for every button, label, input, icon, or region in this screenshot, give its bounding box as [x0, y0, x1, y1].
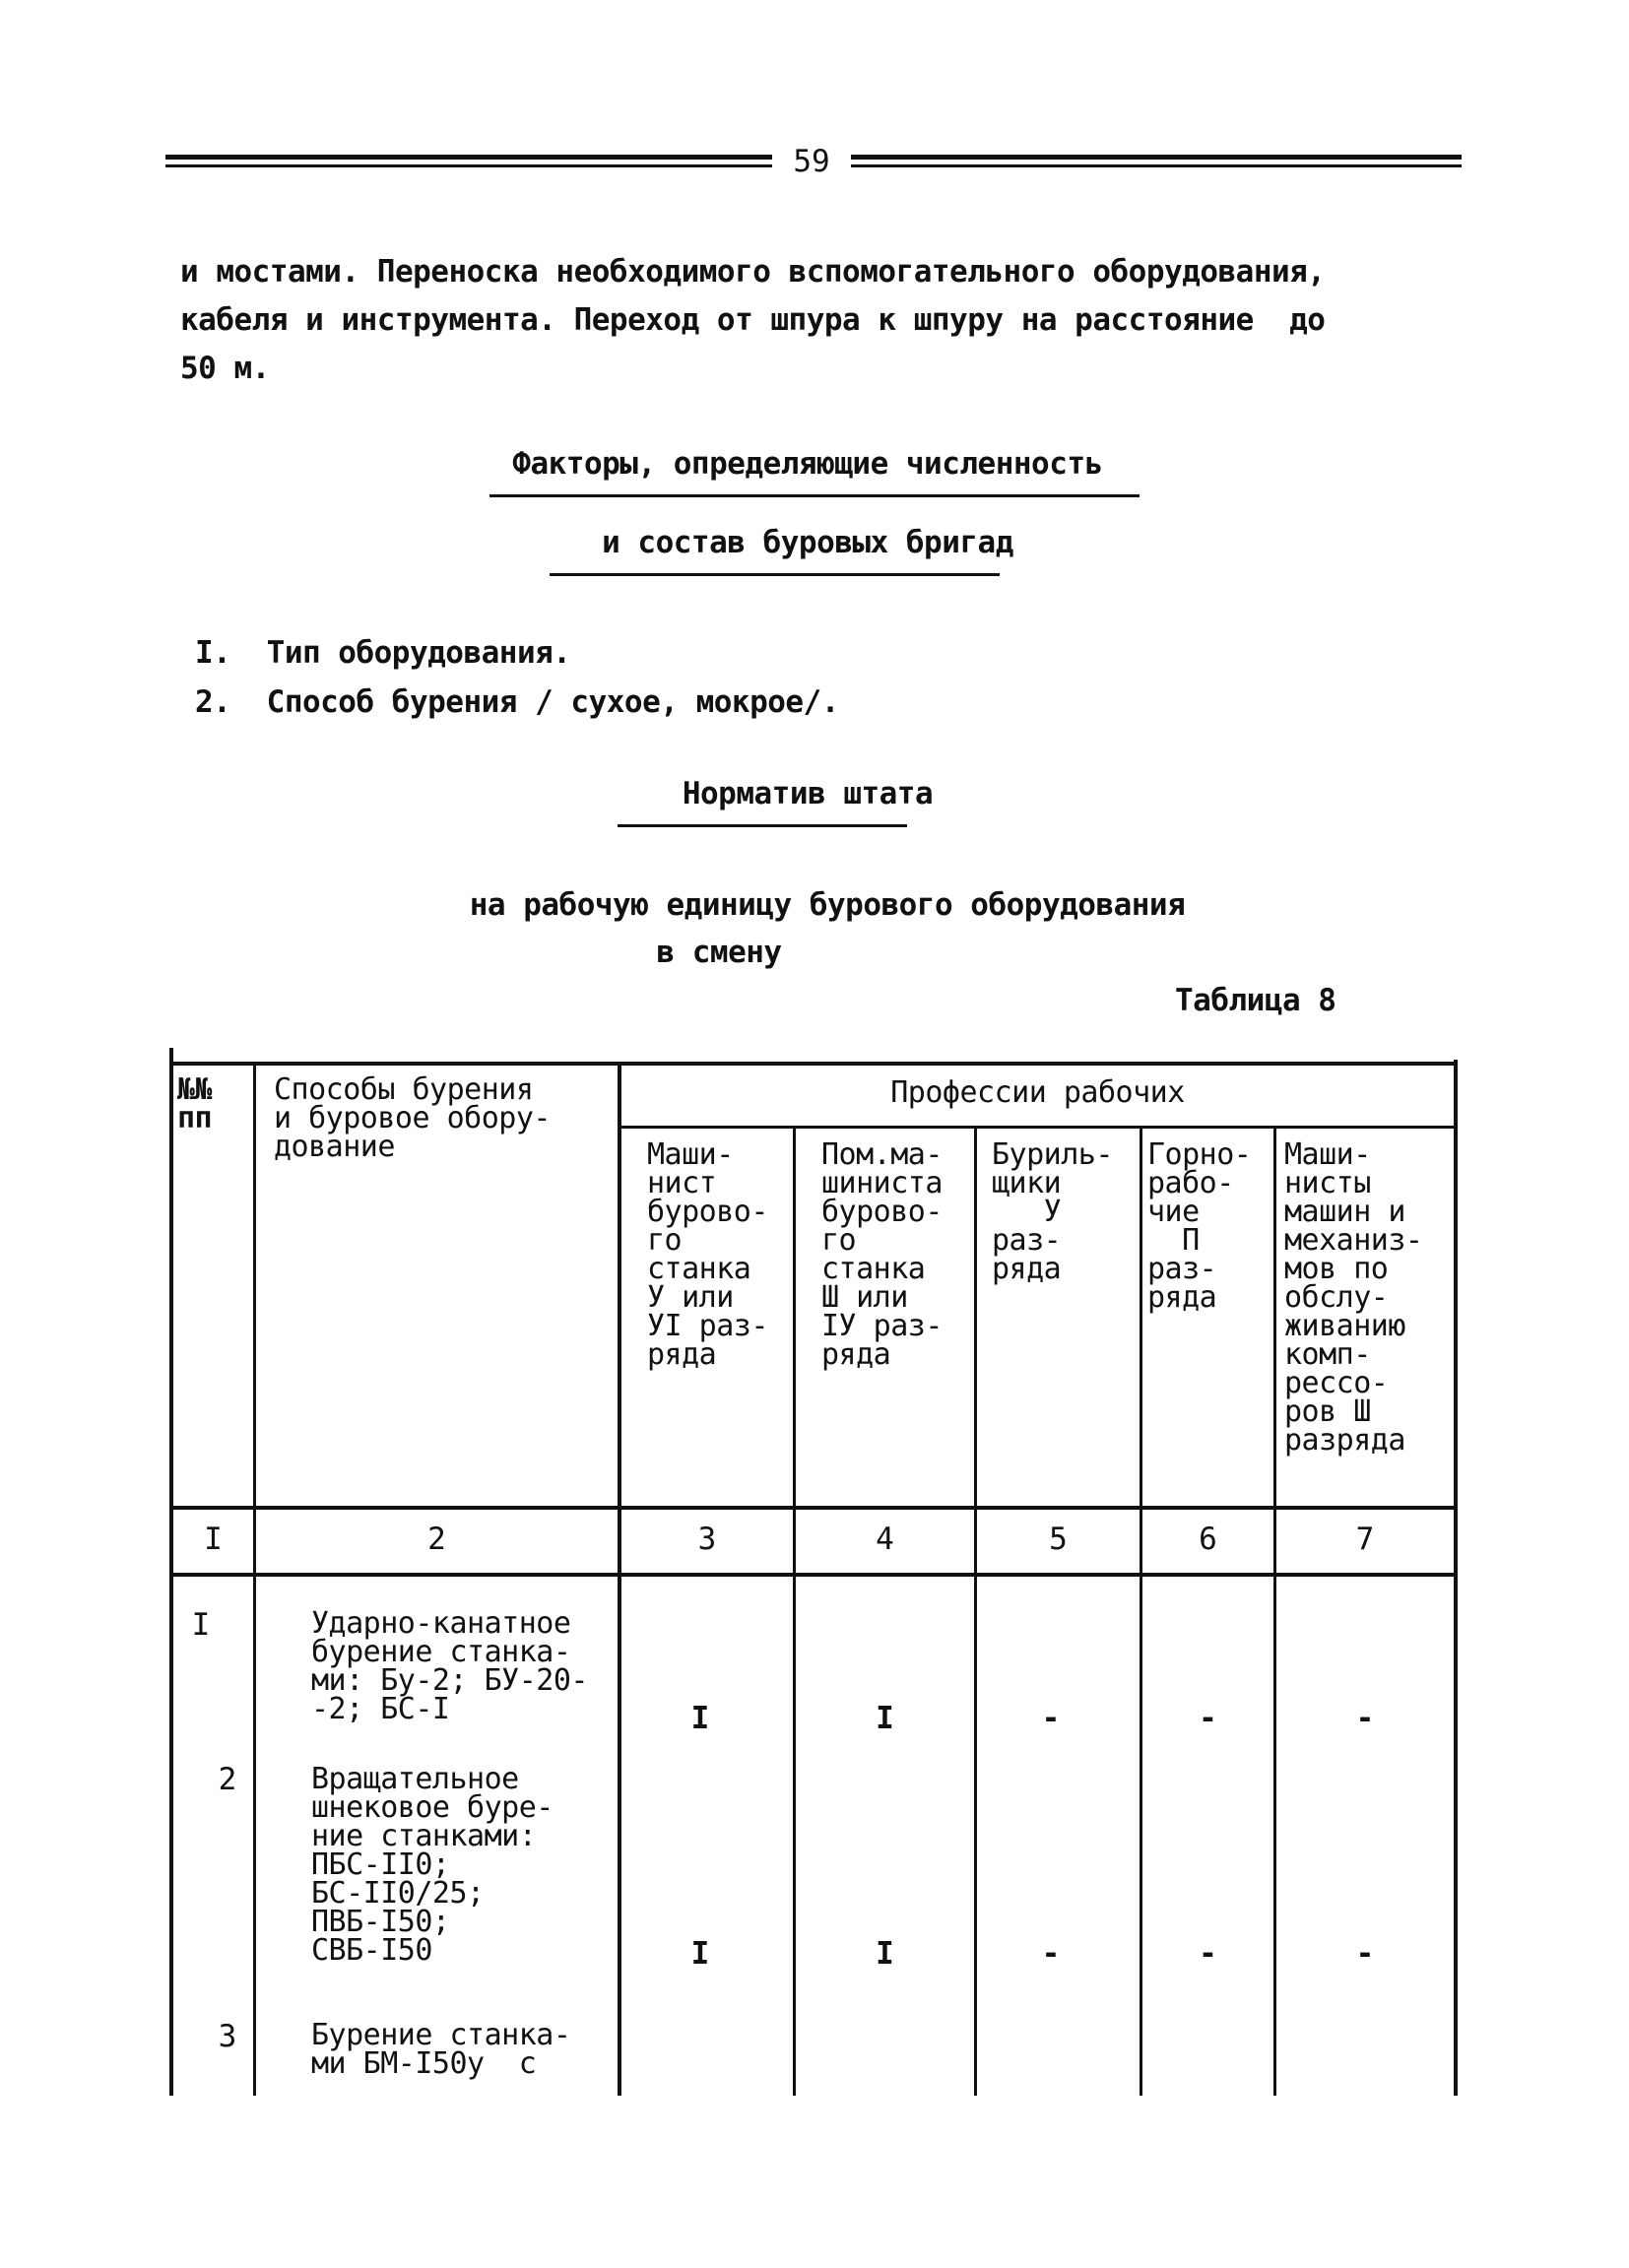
norm-title: Норматив штата — [682, 776, 934, 811]
factors-title-line-1: Факторы, определяющие численность — [512, 446, 1103, 482]
row-method: Вращательное шнековое буре- ние станками: ПБС-II0; БС-II0/25; ПВБ-I50; СВБ-I50 — [311, 1762, 554, 1968]
intro-line-2: кабеля и инструмента. Переход от шпура к шпуру на расстояние до — [180, 302, 1326, 338]
factors-title-underline-1 — [489, 494, 1140, 497]
col-number-7: 7 — [1355, 1522, 1375, 1557]
header-bottom-border — [169, 1506, 1456, 1510]
row-value-assistant: I — [876, 1936, 894, 1972]
intro-line-1: и мостами. Переноска необходимого вспомогательного оборудования, — [180, 254, 1326, 290]
row-value-assistant: I — [876, 1701, 894, 1736]
col-number-5: 5 — [1049, 1522, 1068, 1557]
col-header-number: №№ пп — [177, 1072, 213, 1135]
row-value-machinist: I — [690, 1936, 710, 1972]
col-header-method: Способы бурения и буровое обору- дование — [274, 1072, 551, 1164]
col-number-1: I — [204, 1522, 223, 1557]
row-number: I — [191, 1607, 211, 1643]
factor-item-2: 2. Способ бурения / сухое, мокрое/. — [195, 684, 839, 720]
header-rule-left-top — [165, 155, 772, 160]
intro-line-3: 50 м. — [180, 351, 270, 386]
professions-header: Профессии рабочих — [890, 1075, 1185, 1110]
col-number-2: 2 — [427, 1522, 446, 1557]
col-header-miners: Горно- рабо- чие П раз- ряда — [1147, 1137, 1252, 1315]
col-number-4: 4 — [876, 1522, 894, 1557]
col-divider-1 — [253, 1064, 256, 2096]
header-rule-right-top — [851, 155, 1462, 160]
col-number-3: 3 — [697, 1522, 717, 1557]
row-value-miners: - — [1199, 1936, 1217, 1972]
table-top-border — [169, 1062, 1456, 1066]
row-number: 3 — [218, 2019, 237, 2054]
table-right-border — [1454, 1060, 1458, 2096]
row-number: 2 — [218, 1762, 237, 1797]
row-value-drillers: - — [1041, 1701, 1061, 1736]
row-value-compressor: - — [1355, 1701, 1375, 1736]
row-method: Ударно-канатное бурение станка- ми: Бу-2; БУ-20- -2; БС-I — [311, 1606, 588, 1726]
col-header-assistant: Пом.ма- шиниста бурово- го станка Ш или IУ раз- ряда — [821, 1137, 943, 1372]
norm-subtitle-1: на рабочую единицу бурового оборудования — [469, 887, 1186, 923]
norm-title-underline — [618, 824, 907, 827]
row-value-machinist: I — [690, 1701, 710, 1736]
row-value-compressor: - — [1355, 1936, 1375, 1972]
header-rule-right-bottom — [851, 164, 1462, 167]
table-label: Таблица 8 — [1175, 983, 1336, 1018]
col-header-compressor-operators: Маши- нисты машин и механиз- мов по обслу- живанию комп- рессо- ров Ш разряда — [1284, 1137, 1423, 1458]
row-value-drillers: - — [1041, 1936, 1061, 1972]
factor-item-1: I. Тип оборудования. — [195, 635, 571, 671]
col-header-machinist: Маши- нист бурово- го станка У или УI раз- ряда — [647, 1137, 768, 1372]
row-method: Бурение станка- ми БМ-I50у с — [311, 2018, 571, 2081]
numbers-row-bottom-border — [169, 1573, 1456, 1577]
row-value-miners: - — [1199, 1701, 1217, 1736]
professions-header-divider — [619, 1126, 1456, 1129]
col-number-6: 6 — [1199, 1522, 1217, 1557]
header-rule-left-bottom — [165, 164, 772, 167]
factors-title-line-2: и состав буровых бригад — [602, 525, 1013, 560]
factors-title-underline-2 — [550, 573, 1000, 576]
col-header-drillers: Буриль- щики У раз- ряда — [992, 1137, 1113, 1286]
page-number: 59 — [793, 144, 830, 179]
norm-subtitle-2: в смену — [656, 935, 782, 970]
table-left-border — [169, 1048, 173, 2096]
